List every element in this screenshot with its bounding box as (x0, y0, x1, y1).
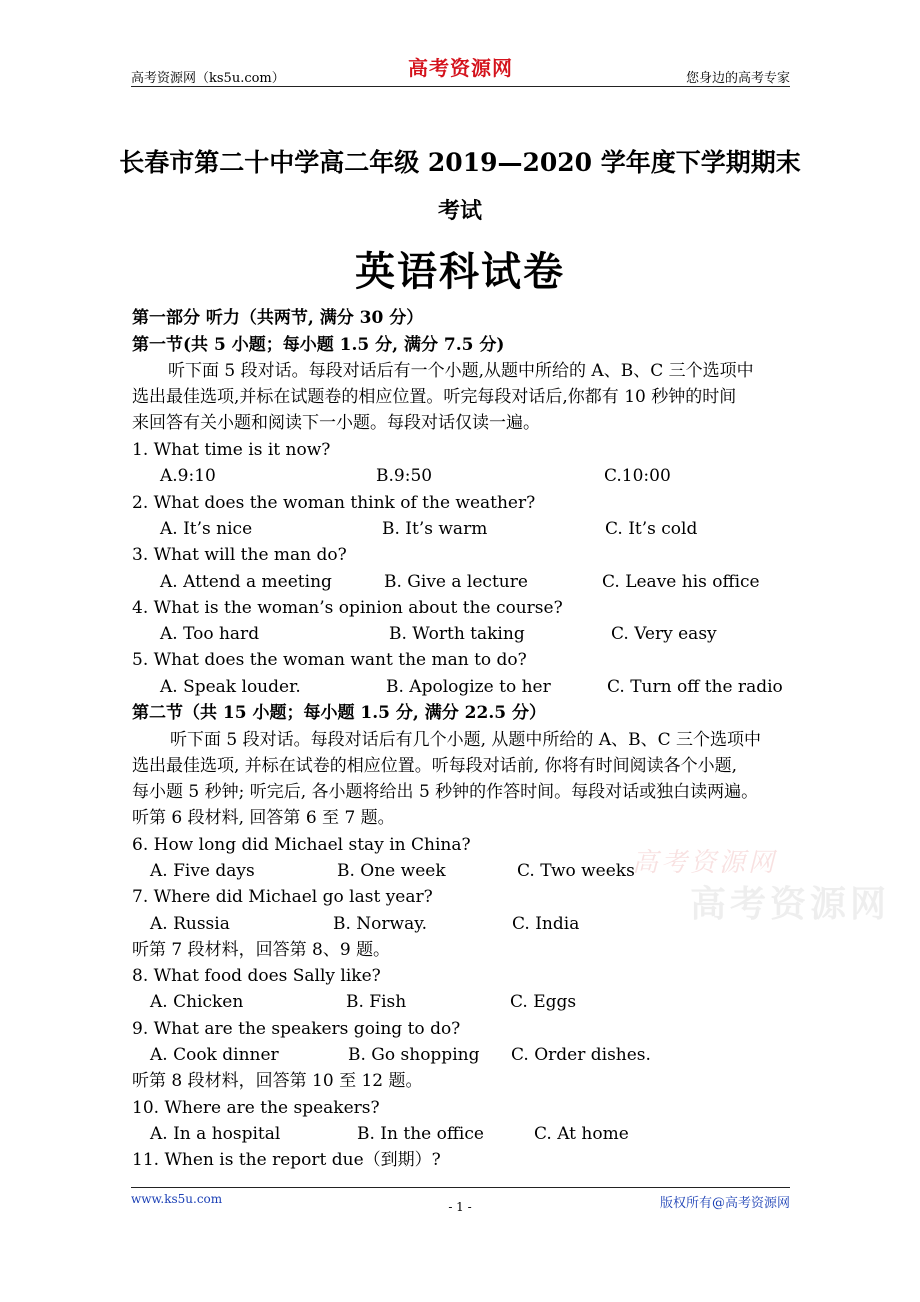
q3-option-a: A. Attend a meeting (160, 572, 332, 592)
q7-option-a: A. Russia (150, 914, 230, 934)
exam-title-line1: 长春市第二十中学高二年级 2019—2020 学年度下学期期末 (119, 148, 801, 177)
page-number: - 1 - (448, 1200, 472, 1214)
q8-option-b: B. Fish (346, 992, 407, 1012)
watermark-logo: 高考资源网 (632, 848, 778, 878)
q1-option-a: A.9:10 (160, 466, 216, 486)
question-10: 10. Where are the speakers? (132, 1098, 380, 1118)
section2-instruction-line: 听下面 5 段对话。每段对话后有几个小题, 从题中所给的 A、B、C 三个选项中 (170, 730, 762, 750)
question-9: 9. What are the speakers going to do? (132, 1019, 461, 1039)
q1-option-c: C.10:00 (604, 466, 671, 486)
q5-option-c: C. Turn off the radio (607, 677, 783, 697)
q7-option-b: B. Norway. (333, 914, 427, 934)
exam-subject-title: 英语科试卷 (355, 248, 565, 295)
section2-instruction-line: 每小题 5 秒钟; 听完后, 各小题将给出 5 秒钟的作答时间。每段对话或独白读两遍。 (132, 782, 759, 802)
footer-copyright: 版权所有@高考资源网 (659, 1196, 790, 1211)
part1-heading: 第一部分 听力（共两节, 满分 30 分） (132, 308, 424, 328)
material-6-prompt: 听第 6 段材料, 回答第 6 至 7 题。 (132, 808, 395, 828)
q2-option-a: A. It’s nice (160, 519, 253, 539)
q3-option-c: C. Leave his office (602, 572, 760, 592)
q9-option-b: B. Go shopping (348, 1045, 480, 1065)
q7-option-c: C. India (512, 914, 580, 934)
section1-instruction-line: 来回答有关小题和阅读下一小题。每段对话仅读一遍。 (132, 413, 540, 433)
section1-heading: 第一节(共 5 小题；每小题 1.5 分, 满分 7.5 分) (132, 335, 505, 355)
q2-option-b: B. It’s warm (382, 519, 488, 539)
page-header (131, 52, 790, 86)
question-2: 2. What does the woman think of the weather? (132, 493, 536, 513)
question-7: 7. Where did Michael go last year? (132, 887, 433, 907)
header-rule (131, 86, 790, 87)
watermark-logo: 高考资源网 (690, 883, 891, 925)
q2-option-c: C. It’s cold (605, 519, 698, 539)
q6-option-b: B. One week (337, 861, 446, 881)
section2-heading: 第二节（共 15 小题；每小题 1.5 分, 满分 22.5 分） (132, 703, 546, 723)
header-site: 高考资源网（ks5u.com） (131, 71, 285, 86)
q4-option-c: C. Very easy (611, 624, 717, 644)
material-7-prompt: 听第 7 段材料，回答第 8、9 题。 (132, 940, 391, 960)
q5-option-b: B. Apologize to her (386, 677, 551, 697)
q4-option-a: A. Too hard (160, 624, 260, 644)
q8-option-c: C. Eggs (510, 992, 577, 1012)
exam-title-line2: 考试 (437, 198, 482, 224)
q5-option-a: A. Speak louder. (160, 677, 301, 697)
footer-site-link[interactable]: www.ks5u.com (131, 1192, 223, 1206)
q9-option-a: A. Cook dinner (150, 1045, 279, 1065)
question-4: 4. What is the woman’s opinion about the course? (132, 598, 563, 618)
q8-option-a: A. Chicken (150, 992, 244, 1012)
material-8-prompt: 听第 8 段材料，回答第 10 至 12 题。 (132, 1071, 423, 1091)
footer-rule (131, 1187, 790, 1188)
question-3: 3. What will the man do? (132, 545, 347, 565)
q6-option-a: A. Five days (150, 861, 255, 881)
q1-option-b: B.9:50 (376, 466, 433, 486)
question-6: 6. How long did Michael stay in China? (132, 835, 471, 855)
q3-option-b: B. Give a lecture (384, 572, 528, 592)
section1-instruction-line: 听下面 5 段对话。每段对话后有一个小题,从题中所给的 A、B、C 三个选项中 (168, 361, 754, 381)
question-1: 1. What time is it now? (132, 440, 331, 460)
q10-option-a: A. In a hospital (150, 1124, 281, 1144)
section2-instruction-line: 选出最佳选项, 并标在试卷的相应位置。听每段对话前, 你将有时间阅读各个小题, (132, 756, 738, 776)
question-5: 5. What does the woman want the man to do? (132, 650, 527, 670)
question-8: 8. What food does Sally like? (132, 966, 381, 986)
q10-option-c: C. At home (534, 1124, 629, 1144)
q4-option-b: B. Worth taking (389, 624, 525, 644)
q10-option-b: B. In the office (357, 1124, 484, 1144)
q9-option-c: C. Order dishes. (511, 1045, 651, 1065)
q6-option-c: C. Two weeks (517, 861, 635, 881)
header-brand-logo: 高考资源网 (408, 56, 513, 80)
question-11: 11. When is the report due（到期）? (132, 1150, 441, 1170)
section1-instruction-line: 选出最佳选项,并标在试题卷的相应位置。听完每段对话后,你都有 10 秒钟的时间 (132, 387, 737, 407)
header-slogan: 您身边的高考专家 (685, 71, 790, 86)
